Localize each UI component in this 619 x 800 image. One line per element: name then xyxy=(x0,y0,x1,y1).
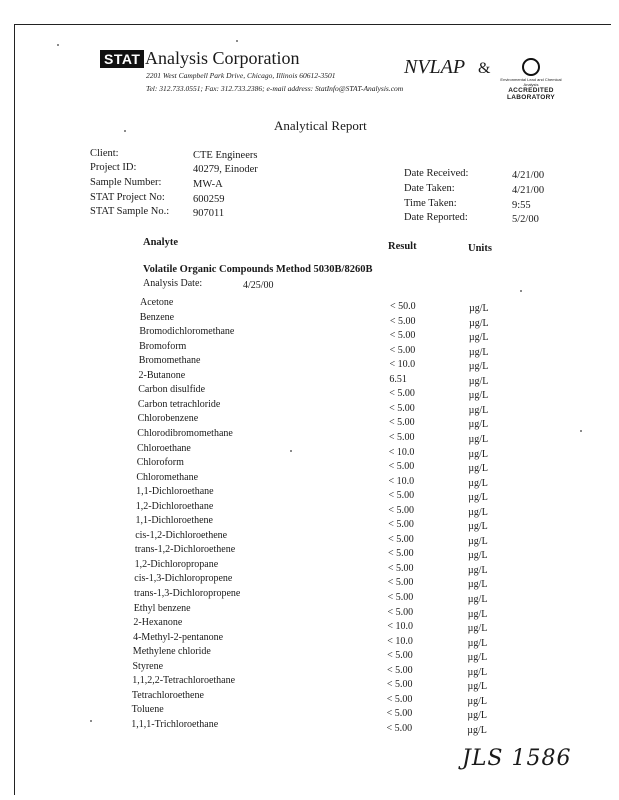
analyte-cell: cis-1,3-Dichloropropene xyxy=(134,573,233,585)
company-contact: Tel: 312.733.0551; Fax: 312.733.2386; e-mail address: StatInfo@STAT-Analysis.com xyxy=(146,84,404,93)
result-cell: < 5.00 xyxy=(387,606,414,618)
unit-cell: µg/L xyxy=(467,710,487,722)
table-row xyxy=(0,471,619,489)
scan-speck xyxy=(236,40,238,42)
stat-sample-value: 907011 xyxy=(193,208,225,219)
date-reported-value: 5/2/00 xyxy=(512,214,539,225)
table-row xyxy=(0,602,619,620)
ampersand: & xyxy=(478,60,491,77)
table-row xyxy=(0,326,619,344)
analyte-cell: trans-1,3-Dichloropropene xyxy=(134,588,241,599)
analyte-header: Analyte xyxy=(143,237,178,248)
stat-logo: STAT xyxy=(100,50,144,68)
result-cell: < 5.00 xyxy=(386,679,413,691)
analyte-cell: Chloroethane xyxy=(137,442,191,454)
stat-project-label: STAT Project No: xyxy=(90,192,165,203)
result-cell: < 5.00 xyxy=(387,577,414,589)
table-row xyxy=(0,704,619,722)
table-row xyxy=(0,486,619,504)
unit-cell: µg/L xyxy=(467,550,488,562)
sample-number-label: Sample Number: xyxy=(90,177,162,188)
result-cell: < 5.00 xyxy=(388,504,414,516)
unit-cell: µg/L xyxy=(468,535,488,547)
unit-cell: µg/L xyxy=(468,346,489,358)
scan-speck xyxy=(57,44,59,46)
table-row xyxy=(0,588,619,605)
table-row xyxy=(0,355,619,373)
analyte-cell: Bromomethane xyxy=(138,355,201,367)
table-row xyxy=(0,457,619,475)
unit-cell: µg/L xyxy=(468,404,489,416)
analyte-cell: Tetrachloroethene xyxy=(131,689,204,701)
unit-cell: µg/L xyxy=(468,448,489,460)
analyte-cell: Chlorobenzene xyxy=(137,413,199,425)
analyte-cell: Styrene xyxy=(132,660,164,672)
table-row xyxy=(0,515,619,533)
result-cell: < 5.00 xyxy=(389,388,415,400)
unit-cell: µg/L xyxy=(468,419,489,431)
table-row xyxy=(0,529,619,547)
result-cell: < 5.00 xyxy=(387,650,413,662)
stat-project-value: 600259 xyxy=(193,194,225,205)
unit-cell: µg/L xyxy=(468,521,488,533)
unit-cell: µg/L xyxy=(468,433,489,445)
handwritten-signature: JLS 1586 xyxy=(462,746,572,771)
unit-cell: µg/L xyxy=(467,637,488,649)
date-taken-value: 4/21/00 xyxy=(512,185,545,196)
analyte-cell: 2-Butanone xyxy=(138,369,186,381)
scan-speck xyxy=(580,430,582,432)
result-cell: < 10.0 xyxy=(389,359,416,371)
analyte-cell: Benzene xyxy=(139,311,175,323)
method-title: Volatile Organic Compounds Method 5030B/8260B xyxy=(143,264,373,275)
unit-cell: µg/L xyxy=(468,463,488,475)
unit-cell: µg/L xyxy=(467,623,488,635)
analyte-cell: 1,1,2,2-Tetrachloroethane xyxy=(132,675,236,687)
result-cell: < 5.00 xyxy=(387,592,414,603)
result-cell: < 5.00 xyxy=(388,533,414,545)
analyte-cell: 4-Methyl-2-pentanone xyxy=(133,631,224,643)
unit-cell: µg/L xyxy=(468,332,489,344)
analyte-cell: Chloroform xyxy=(136,457,184,469)
unit-cell: µg/L xyxy=(467,608,488,620)
table-row xyxy=(0,631,619,649)
result-cell: < 5.00 xyxy=(389,315,416,327)
unit-cell: µg/L xyxy=(467,652,488,664)
result-cell: < 10.0 xyxy=(387,621,413,633)
analyte-cell: 1,2-Dichloroethane xyxy=(135,500,214,512)
result-cell: < 5.00 xyxy=(388,431,415,443)
analysis-date-label: Analysis Date: xyxy=(143,278,203,289)
unit-cell: µg/L xyxy=(469,303,489,314)
analyte-cell: 1,1,1-Trichloroethane xyxy=(131,718,219,730)
accreditation-small-text: Environmental Lead and Chemical Analysis xyxy=(500,77,562,87)
analyte-cell: Carbon disulfide xyxy=(138,384,206,396)
accreditation-seal xyxy=(500,55,562,103)
result-cell: < 50.0 xyxy=(390,301,416,312)
unit-cell: µg/L xyxy=(468,361,489,373)
result-cell: < 5.00 xyxy=(388,490,415,502)
table-row xyxy=(0,544,619,562)
project-id-label: Project ID: xyxy=(90,162,137,173)
stat-sample-label: STAT Sample No.: xyxy=(90,206,170,217)
analyte-cell: Chloromethane xyxy=(136,471,199,483)
table-row xyxy=(0,442,619,460)
table-row xyxy=(0,689,619,707)
analyte-cell: Acetone xyxy=(140,297,174,308)
analyte-cell: Bromoform xyxy=(139,340,187,352)
units-header: Units xyxy=(468,243,492,254)
analyte-cell: Bromodichloromethane xyxy=(139,326,235,338)
table-row xyxy=(0,413,619,431)
result-cell: < 5.00 xyxy=(389,402,415,414)
analyte-cell: 1,1-Dichloroethane xyxy=(136,486,214,498)
unit-cell: µg/L xyxy=(468,317,489,329)
sample-number-value: MW-A xyxy=(193,179,223,190)
client-label: Client: xyxy=(90,148,119,159)
table-row xyxy=(0,718,619,736)
table-row xyxy=(0,617,619,635)
analyte-cell: Chlorodibromomethane xyxy=(137,427,233,439)
unit-cell: µg/L xyxy=(467,724,487,736)
result-cell: < 5.00 xyxy=(387,562,414,574)
company-address: 2201 West Campbell Park Drive, Chicago, Illinois 60612-3501 xyxy=(146,71,336,80)
result-cell: < 10.0 xyxy=(388,446,415,458)
table-row xyxy=(0,340,619,358)
analyte-cell: Carbon tetrachloride xyxy=(137,398,221,410)
result-cell: < 5.00 xyxy=(389,344,416,356)
result-cell: < 5.00 xyxy=(387,548,414,560)
accreditation-label-1: ACCREDITED xyxy=(508,87,554,94)
result-cell: < 5.00 xyxy=(386,708,413,720)
result-cell: < 5.00 xyxy=(388,519,414,531)
analyte-cell: Toluene xyxy=(131,704,164,716)
result-cell: < 5.00 xyxy=(389,417,415,429)
scan-speck xyxy=(290,450,292,452)
unit-cell: µg/L xyxy=(467,695,488,707)
unit-cell: µg/L xyxy=(468,506,488,518)
scan-speck xyxy=(90,720,92,722)
analyte-cell: 1,1-Dichloroethene xyxy=(135,515,213,527)
date-received-label: Date Received: xyxy=(404,168,469,179)
result-header: Result xyxy=(388,241,417,252)
result-cell: < 10.0 xyxy=(387,635,413,647)
unit-cell: µg/L xyxy=(468,390,489,402)
result-cell: < 5.00 xyxy=(386,693,413,705)
analysis-date-value: 4/25/00 xyxy=(243,280,274,291)
project-id-value: 40279, Einoder xyxy=(193,164,258,175)
company-name: Analysis Corporation xyxy=(145,48,300,68)
date-reported-label: Date Reported: xyxy=(404,212,468,223)
time-taken-label: Time Taken: xyxy=(404,198,457,209)
analyte-cell: 2-Hexanone xyxy=(133,617,183,629)
analyte-cell: trans-1,2-Dichloroethene xyxy=(134,544,236,556)
unit-cell: µg/L xyxy=(468,477,488,489)
result-cell: < 5.00 xyxy=(386,722,413,734)
table-row xyxy=(0,500,619,518)
table-row xyxy=(0,398,619,416)
report-title: Analytical Report xyxy=(274,118,367,133)
table-row xyxy=(0,646,619,664)
analyte-cell: Ethyl benzene xyxy=(133,602,191,614)
nvlap-logo: NVLAP xyxy=(404,56,466,78)
analyte-cell: 1,2-Dichloropropane xyxy=(134,558,219,570)
scan-speck xyxy=(124,130,126,132)
unit-cell: µg/L xyxy=(467,594,488,605)
accreditation-label-2: LABORATORY xyxy=(506,94,556,101)
result-cell: < 5.00 xyxy=(389,330,416,342)
table-row xyxy=(0,297,619,314)
time-taken-value: 9:55 xyxy=(512,200,531,211)
table-row xyxy=(0,369,619,387)
result-cell: < 5.00 xyxy=(387,664,413,676)
table-row xyxy=(0,675,619,693)
table-row xyxy=(0,384,619,402)
unit-cell: µg/L xyxy=(467,666,488,678)
unit-cell: µg/L xyxy=(467,681,488,693)
result-cell: 6.51 xyxy=(389,373,407,385)
unit-cell: µg/L xyxy=(468,492,488,504)
table-row xyxy=(0,311,619,329)
table-row xyxy=(0,573,619,591)
unit-cell: µg/L xyxy=(467,579,488,591)
analyte-cell: Methylene chloride xyxy=(132,646,211,658)
unit-cell: µg/L xyxy=(468,375,489,387)
unit-cell: µg/L xyxy=(467,564,488,576)
table-row xyxy=(0,660,619,678)
result-cell: < 10.0 xyxy=(388,475,415,487)
result-cell: < 5.00 xyxy=(388,461,415,473)
date-taken-label: Date Taken: xyxy=(404,183,455,194)
scan-speck xyxy=(520,290,522,292)
table-row xyxy=(0,558,619,576)
analyte-cell: cis-1,2-Dichloroethene xyxy=(135,529,228,541)
seal-icon xyxy=(522,58,540,76)
date-received-value: 4/21/00 xyxy=(512,170,545,181)
table-row xyxy=(0,427,619,445)
client-value: CTE Engineers xyxy=(193,150,258,161)
